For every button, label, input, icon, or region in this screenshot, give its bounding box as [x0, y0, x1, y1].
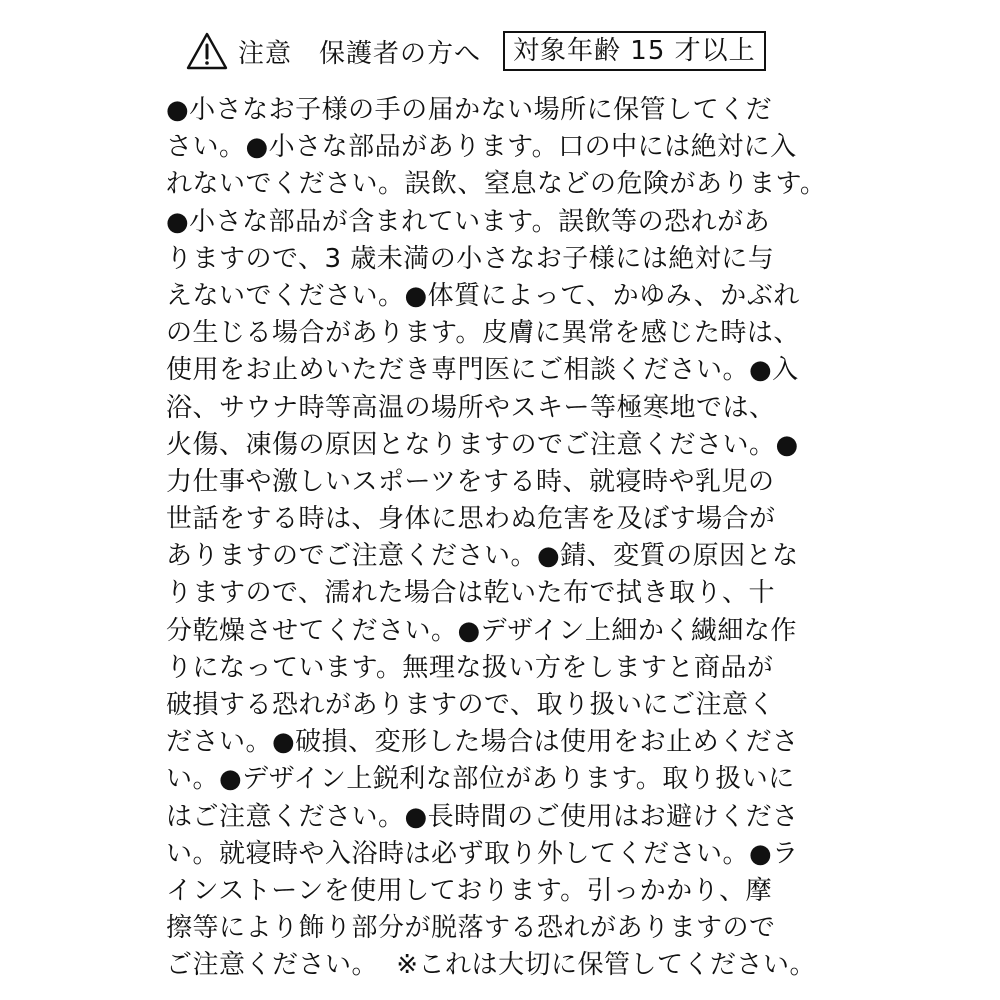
- text-line: 分乾燥させてください。●デザイン上細かく繊細な作: [166, 615, 797, 646]
- text-line: インストーンを使用しております。引っかかり、摩: [166, 875, 773, 906]
- text-line: りますので、3 歳未満の小さなお子様には絶対に与: [166, 243, 775, 274]
- caution-text-block: [166, 92, 846, 985]
- text-line: はご注意ください。●長時間のご使用はお避けくださ: [166, 801, 799, 832]
- header-title: 注意 保護者の方へ: [238, 38, 482, 69]
- target-age-box: 対象年齢 15 才以上: [503, 31, 766, 71]
- text-line: ●小さなお子様の手の届かない場所に保管してくだ: [166, 95, 773, 125]
- text-line: さい。●小さな部品があります。口の中には絶対に入: [166, 132, 797, 163]
- text-line: 火傷、凍傷の原因となりますのでご注意ください。●: [166, 429, 799, 460]
- text-line: 使用をお止めいただき専門医にご相談ください。●入: [166, 355, 799, 386]
- text-line: 擦等により飾り部分が脱落する恐れがありますので: [166, 913, 776, 944]
- text-line: ありますのでご注意ください。●錆、変質の原因とな: [166, 541, 799, 572]
- text-line: えないでください。●体質によって、かゆみ、かぶれ: [166, 280, 800, 311]
- warning-triangle-icon: [186, 32, 228, 70]
- text-line: ●小さな部品が含まれています。誤飲等の恐れがあ: [166, 206, 771, 237]
- text-line: い。就寝時や入浴時は必ず取り外してください。●ラ: [166, 838, 799, 869]
- text-line: の生じる場合があります。皮膚に異常を感じた時は、: [166, 318, 800, 349]
- final-caution-text: ご注意ください。: [166, 950, 379, 981]
- final-text-line: [166, 947, 816, 984]
- text-line: 破損する恐れがありますので、取り扱いにご注意く: [166, 690, 775, 720]
- text-line: りになっています。無理な扱い方をしますと商品が: [166, 652, 774, 683]
- text-line: ださい。●破損、変形した場合は使用をお止めくださ: [166, 727, 799, 758]
- text-line: い。●デザイン上鋭利な部位があります。取り扱いに: [166, 764, 795, 795]
- text-line: 世話をする時は、身体に思わぬ危害を及ぼす場合が: [166, 504, 776, 535]
- text-line: りますので、濡れた場合は乾いた布で拭き取り、十: [166, 578, 775, 609]
- warning-header: [186, 30, 766, 72]
- text-line: 浴、サウナ時等高温の場所やスキー等極寒地では、: [166, 392, 776, 423]
- text-line: れないでください。誤飲、窒息などの危険があります。: [166, 169, 827, 200]
- text-line: 力仕事や激しいスポーツをする時、就寝時や乳児の: [166, 466, 775, 497]
- keep-safe-note: ※これは大切に保管してください。: [396, 950, 816, 981]
